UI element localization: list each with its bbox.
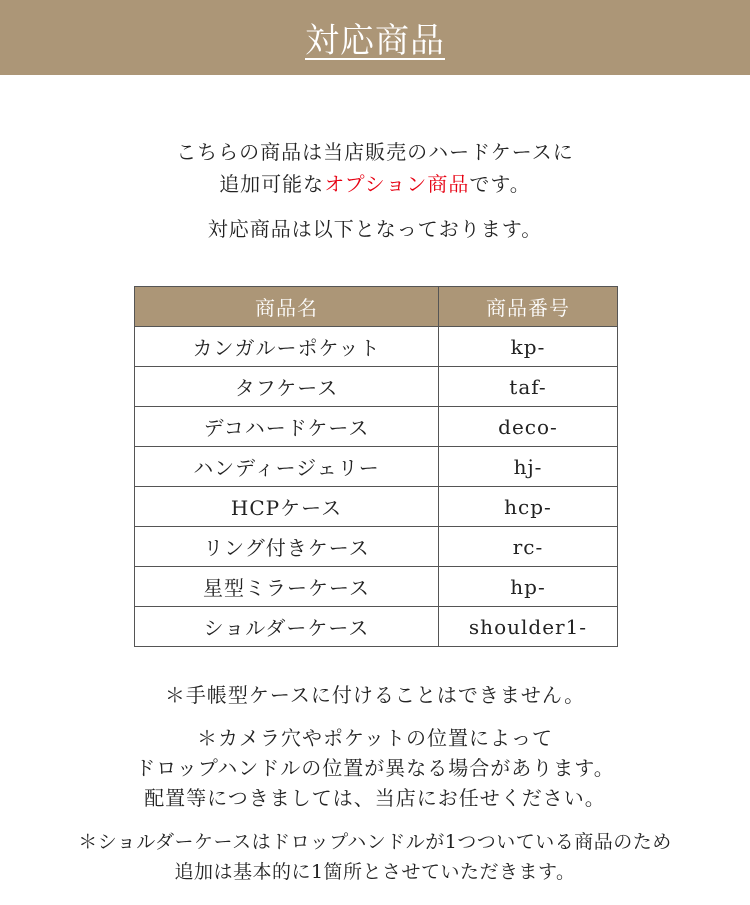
product-name-cell: デコハードケース	[135, 407, 439, 447]
product-name-cell: ハンディージェリー	[135, 447, 439, 487]
product-number-cell: kp-	[439, 327, 618, 367]
column-header-product-number: 商品番号	[439, 287, 618, 327]
table-row	[135, 607, 618, 647]
product-name-cell: HCPケース	[135, 487, 439, 527]
compatible-products-table	[134, 286, 618, 647]
product-number-cell: shoulder1-	[439, 607, 618, 647]
note-handle-position	[0, 723, 750, 813]
note-line: 配置等につきましては、当店にお任せください。	[144, 786, 606, 810]
product-number-cell: deco-	[439, 407, 618, 447]
product-name-cell: ショルダーケース	[135, 607, 439, 647]
product-name-cell: カンガルーポケット	[135, 327, 439, 367]
intro-line-1: こちらの商品は当店販売のハードケースに	[176, 140, 574, 164]
note-line: 追加は基本的に1箇所とさせていただきます。	[174, 861, 576, 883]
table-row	[135, 447, 618, 487]
product-number-cell: hj-	[439, 447, 618, 487]
table-row	[135, 327, 618, 367]
product-number-cell: taf-	[439, 367, 618, 407]
table-row	[135, 407, 618, 447]
product-name-cell: タフケース	[135, 367, 439, 407]
product-number-cell: hp-	[439, 567, 618, 607]
intro-line-2-before: 追加可能な	[219, 172, 325, 196]
note-line: ＊カメラ穴やポケットの位置によって	[197, 726, 553, 750]
table-row	[135, 527, 618, 567]
intro-line-2	[0, 168, 750, 200]
option-product-highlight: オプション商品	[324, 172, 470, 196]
intro-line-3: 対応商品は以下となっております。	[207, 217, 543, 241]
table-row	[135, 567, 618, 607]
note-shoulder-case	[0, 827, 750, 887]
note-line: ドロップハンドルの位置が異なる場合があります。	[135, 756, 615, 780]
intro-line-2-after: です。	[469, 172, 531, 196]
header-banner	[0, 0, 750, 75]
product-name-cell: 星型ミラーケース	[135, 567, 439, 607]
note-notebook-case: ＊手帳型ケースに付けることはできません。	[164, 683, 586, 707]
note-line: ＊ショルダーケースはドロップハンドルが1つついている商品のため	[78, 831, 672, 853]
product-number-cell: rc-	[439, 527, 618, 567]
intro-text	[0, 136, 750, 200]
page-title: 対応商品	[305, 21, 445, 61]
table-row	[135, 367, 618, 407]
product-number-cell: hcp-	[439, 487, 618, 527]
product-name-cell: リング付きケース	[135, 527, 439, 567]
table-row	[135, 487, 618, 527]
column-header-product-name: 商品名	[135, 287, 439, 327]
table-header-row	[135, 287, 618, 327]
